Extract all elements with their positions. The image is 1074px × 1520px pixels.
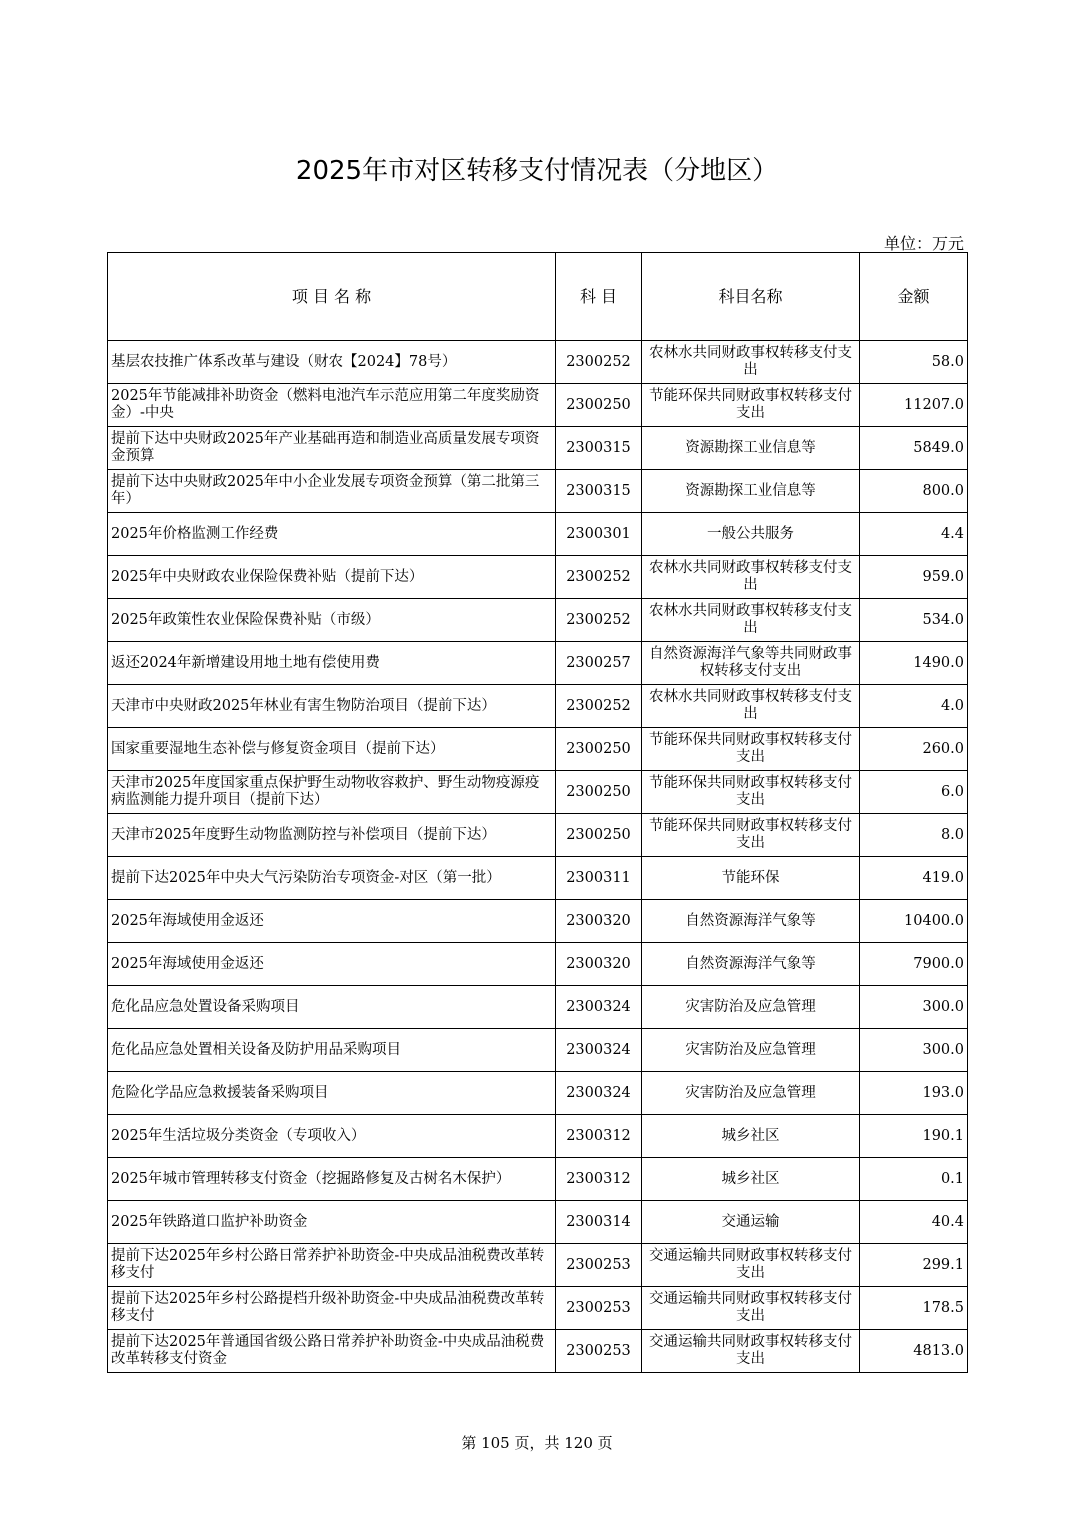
table-row <box>108 685 968 728</box>
amount-cell: 800.0 <box>860 470 968 513</box>
project-name-cell: 天津市中央财政2025年林业有害生物防治项目（提前下达） <box>108 685 556 728</box>
subject-name-cell: 交通运输共同财政事权转移支付支出 <box>642 1330 860 1373</box>
table-row <box>108 900 968 943</box>
table-row <box>108 1244 968 1287</box>
table-body <box>108 341 968 1373</box>
subject-name-cell: 交通运输共同财政事权转移支付支出 <box>642 1244 860 1287</box>
subject-code-cell: 2300250 <box>556 384 642 427</box>
subject-name-cell: 农林水共同财政事权转移支付支出 <box>642 599 860 642</box>
amount-cell: 299.1 <box>860 1244 968 1287</box>
project-name-cell: 2025年中央财政农业保险保费补贴（提前下达） <box>108 556 556 599</box>
table-row <box>108 857 968 900</box>
subject-code-cell: 2300320 <box>556 900 642 943</box>
project-name-cell: 基层农技推广体系改革与建设（财农【2024】78号） <box>108 341 556 384</box>
subject-name-cell: 节能环保共同财政事权转移支付支出 <box>642 771 860 814</box>
table-row <box>108 599 968 642</box>
project-name-cell: 2025年铁路道口监护补助资金 <box>108 1201 556 1244</box>
project-name-cell: 2025年生活垃圾分类资金（专项收入） <box>108 1115 556 1158</box>
subject-name-cell: 自然资源海洋气象等共同财政事权转移支付支出 <box>642 642 860 685</box>
subject-code-cell: 2300252 <box>556 599 642 642</box>
table-row <box>108 1029 968 1072</box>
amount-cell: 300.0 <box>860 1029 968 1072</box>
subject-name-cell: 一般公共服务 <box>642 513 860 556</box>
unit-label: 单位：万元 <box>883 234 964 253</box>
project-name-cell: 2025年节能减排补助资金（燃料电池汽车示范应用第二年度奖励资金）-中央 <box>108 384 556 427</box>
subject-name-cell: 节能环保共同财政事权转移支付支出 <box>642 728 860 771</box>
subject-name-cell: 交通运输共同财政事权转移支付支出 <box>642 1287 860 1330</box>
project-name-cell: 危化品应急处置相关设备及防护用品采购项目 <box>108 1029 556 1072</box>
project-name-cell: 2025年海域使用金返还 <box>108 943 556 986</box>
header-subject-code: 科 目 <box>556 253 642 341</box>
subject-code-cell: 2300312 <box>556 1158 642 1201</box>
amount-cell: 300.0 <box>860 986 968 1029</box>
table-row <box>108 986 968 1029</box>
project-name-cell: 提前下达2025年乡村公路日常养护补助资金-中央成品油税费改革转移支付 <box>108 1244 556 1287</box>
table-row <box>108 384 968 427</box>
subject-name-cell: 自然资源海洋气象等 <box>642 943 860 986</box>
subject-name-cell: 自然资源海洋气象等 <box>642 900 860 943</box>
subject-code-cell: 2300257 <box>556 642 642 685</box>
subject-code-cell: 2300253 <box>556 1244 642 1287</box>
subject-code-cell: 2300324 <box>556 1029 642 1072</box>
table-header-row <box>108 253 968 341</box>
transfer-payment-table <box>107 252 968 1373</box>
project-name-cell: 提前下达2025年中央大气污染防治专项资金-对区（第一批） <box>108 857 556 900</box>
table-row <box>108 1115 968 1158</box>
amount-cell: 10400.0 <box>860 900 968 943</box>
subject-name-cell: 灾害防治及应急管理 <box>642 986 860 1029</box>
subject-code-cell: 2300253 <box>556 1330 642 1373</box>
amount-cell: 1490.0 <box>860 642 968 685</box>
page-number: 第 105 页，共 120 页 <box>461 1434 613 1452</box>
table-row <box>108 1158 968 1201</box>
amount-cell: 959.0 <box>860 556 968 599</box>
project-name-cell: 危化品应急处置设备采购项目 <box>108 986 556 1029</box>
amount-cell: 8.0 <box>860 814 968 857</box>
subject-code-cell: 2300312 <box>556 1115 642 1158</box>
table-row <box>108 1330 968 1373</box>
table-row <box>108 1287 968 1330</box>
table-row <box>108 1072 968 1115</box>
amount-cell: 11207.0 <box>860 384 968 427</box>
project-name-cell: 天津市2025年度野生动物监测防控与补偿项目（提前下达） <box>108 814 556 857</box>
table-row <box>108 642 968 685</box>
subject-code-cell: 2300252 <box>556 341 642 384</box>
subject-code-cell: 2300250 <box>556 814 642 857</box>
table-row <box>108 943 968 986</box>
subject-code-cell: 2300324 <box>556 986 642 1029</box>
subject-code-cell: 2300324 <box>556 1072 642 1115</box>
subject-name-cell: 节能环保共同财政事权转移支付支出 <box>642 814 860 857</box>
project-name-cell: 提前下达中央财政2025年中小企业发展专项资金预算（第二批第三年） <box>108 470 556 513</box>
subject-name-cell: 农林水共同财政事权转移支付支出 <box>642 685 860 728</box>
project-name-cell: 提前下达2025年普通国省级公路日常养护补助资金-中央成品油税费改革转移支付资金 <box>108 1330 556 1373</box>
project-name-cell: 2025年城市管理转移支付资金（挖掘路修复及古树名木保护） <box>108 1158 556 1201</box>
subject-code-cell: 2300315 <box>556 427 642 470</box>
amount-cell: 193.0 <box>860 1072 968 1115</box>
subject-code-cell: 2300320 <box>556 943 642 986</box>
amount-cell: 5849.0 <box>860 427 968 470</box>
header-subject-name: 科目名称 <box>642 253 860 341</box>
subject-name-cell: 资源勘探工业信息等 <box>642 427 860 470</box>
table-row <box>108 556 968 599</box>
table-row <box>108 814 968 857</box>
page-title: 2025年市对区转移支付情况表（分地区） <box>295 156 779 186</box>
subject-name-cell: 节能环保共同财政事权转移支付支出 <box>642 384 860 427</box>
table-row <box>108 470 968 513</box>
amount-cell: 58.0 <box>860 341 968 384</box>
subject-code-cell: 2300250 <box>556 771 642 814</box>
subject-code-cell: 2300252 <box>556 685 642 728</box>
amount-cell: 0.1 <box>860 1158 968 1201</box>
table-row <box>108 427 968 470</box>
amount-cell: 40.4 <box>860 1201 968 1244</box>
subject-name-cell: 资源勘探工业信息等 <box>642 470 860 513</box>
project-name-cell: 危险化学品应急救援装备采购项目 <box>108 1072 556 1115</box>
amount-cell: 178.5 <box>860 1287 968 1330</box>
subject-name-cell: 节能环保 <box>642 857 860 900</box>
subject-code-cell: 2300250 <box>556 728 642 771</box>
amount-cell: 4813.0 <box>860 1330 968 1373</box>
subject-name-cell: 灾害防治及应急管理 <box>642 1029 860 1072</box>
amount-cell: 534.0 <box>860 599 968 642</box>
subject-name-cell: 交通运输 <box>642 1201 860 1244</box>
table-row <box>108 771 968 814</box>
amount-cell: 260.0 <box>860 728 968 771</box>
amount-cell: 6.0 <box>860 771 968 814</box>
project-name-cell: 国家重要湿地生态补偿与修复资金项目（提前下达） <box>108 728 556 771</box>
subject-name-cell: 城乡社区 <box>642 1115 860 1158</box>
subject-code-cell: 2300301 <box>556 513 642 556</box>
project-name-cell: 返还2024年新增建设用地土地有偿使用费 <box>108 642 556 685</box>
subject-code-cell: 2300315 <box>556 470 642 513</box>
header-amount: 金额 <box>860 253 968 341</box>
subject-code-cell: 2300253 <box>556 1287 642 1330</box>
project-name-cell: 2025年海域使用金返还 <box>108 900 556 943</box>
subject-code-cell: 2300311 <box>556 857 642 900</box>
amount-cell: 7900.0 <box>860 943 968 986</box>
project-name-cell: 2025年政策性农业保险保费补贴（市级） <box>108 599 556 642</box>
project-name-cell: 2025年价格监测工作经费 <box>108 513 556 556</box>
amount-cell: 4.0 <box>860 685 968 728</box>
amount-cell: 419.0 <box>860 857 968 900</box>
table-row <box>108 341 968 384</box>
table-row <box>108 1201 968 1244</box>
subject-name-cell: 城乡社区 <box>642 1158 860 1201</box>
amount-cell: 190.1 <box>860 1115 968 1158</box>
project-name-cell: 提前下达中央财政2025年产业基础再造和制造业高质量发展专项资金预算 <box>108 427 556 470</box>
project-name-cell: 天津市2025年度国家重点保护野生动物收容救护、野生动物疫源疫病监测能力提升项目（提前下达） <box>108 771 556 814</box>
subject-name-cell: 农林水共同财政事权转移支付支出 <box>642 556 860 599</box>
subject-name-cell: 灾害防治及应急管理 <box>642 1072 860 1115</box>
subject-name-cell: 农林水共同财政事权转移支付支出 <box>642 341 860 384</box>
subject-code-cell: 2300252 <box>556 556 642 599</box>
table-row <box>108 513 968 556</box>
table-row <box>108 728 968 771</box>
project-name-cell: 提前下达2025年乡村公路提档升级补助资金-中央成品油税费改革转移支付 <box>108 1287 556 1330</box>
subject-code-cell: 2300314 <box>556 1201 642 1244</box>
header-project-name: 项 目 名 称 <box>108 253 556 341</box>
amount-cell: 4.4 <box>860 513 968 556</box>
